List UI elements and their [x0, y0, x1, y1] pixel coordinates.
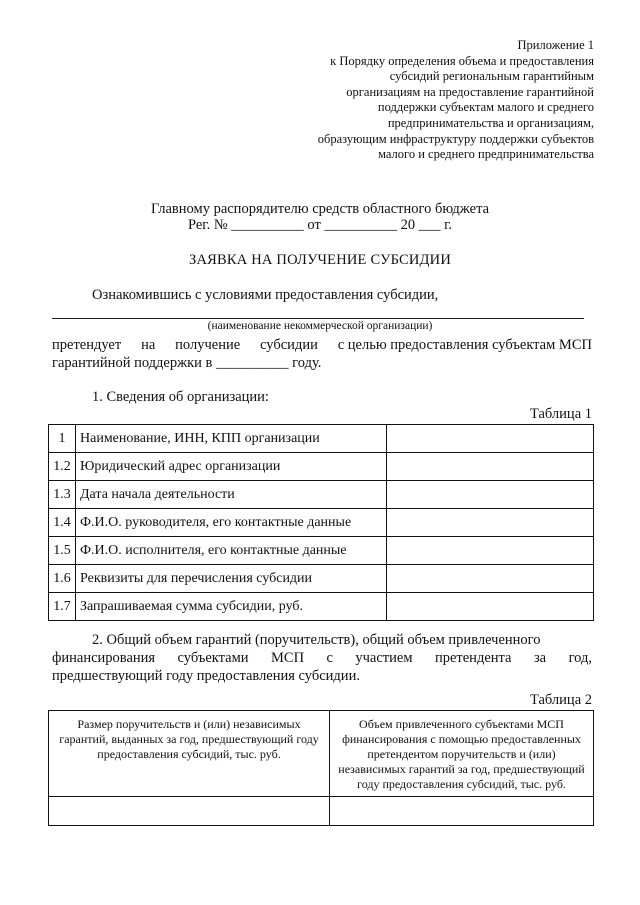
- claim-word: на: [141, 337, 156, 353]
- column-header-guarantees: Размер поручительств и (или) независимых гарантий, выданных за год, предшествующий году предоставления субсидий, тыс. руб.: [49, 711, 330, 797]
- claim-paragraph: [52, 336, 592, 372]
- row-number: 1: [49, 425, 76, 453]
- section2-line-3: предшествующий году предоставления субсидии.: [52, 668, 360, 684]
- section2-word: субъектами: [177, 650, 249, 666]
- section2-paragraph: [52, 631, 592, 685]
- appendix-line: Приложение 1: [517, 38, 594, 52]
- registration-line: Рег. № __________ от __________ 20 ___ г.: [187, 217, 453, 233]
- row-number: 1.2: [49, 453, 76, 481]
- appendix-line: к Порядку определения объема и предоставления: [330, 53, 594, 68]
- section2-line-2: [52, 649, 592, 667]
- row-label: Ф.И.О. исполнителя, его контактные данные: [76, 537, 387, 565]
- row-label: Запрашиваемая сумма субсидии, руб.: [76, 593, 387, 621]
- row-number: 1.6: [49, 565, 76, 593]
- table-row: [49, 453, 594, 481]
- table-row: [49, 797, 594, 826]
- appendix-line: организациям на предоставление гарантийной: [346, 84, 594, 99]
- row-number: 1.7: [49, 593, 76, 621]
- claim-word: претендует: [52, 337, 122, 353]
- appendix-line: поддержки субъектам малого и среднего: [377, 100, 594, 115]
- row-label: Ф.И.О. руководителя, его контактные данные: [76, 509, 387, 537]
- section1-heading: 1. Сведения об организации:: [92, 389, 269, 405]
- section2-word: претендента: [434, 650, 512, 666]
- financing-value-cell[interactable]: [330, 797, 594, 826]
- table-row: [49, 537, 594, 565]
- appendix-line: предпринимательства и организациям,: [387, 115, 594, 130]
- table-row: [49, 425, 594, 453]
- row-value-cell[interactable]: [387, 537, 594, 565]
- section2-word: с: [326, 650, 333, 666]
- row-label: Дата начала деятельности: [76, 481, 387, 509]
- section2-word: финансирования: [52, 650, 156, 666]
- row-label: Реквизиты для перечисления субсидии: [76, 565, 387, 593]
- organization-info-table: [48, 424, 594, 621]
- appendix-line: малого и среднего предпринимательства: [378, 147, 594, 162]
- section2-word: за: [533, 650, 547, 666]
- row-value-cell[interactable]: [387, 565, 594, 593]
- organization-name-line: [52, 318, 584, 319]
- intro-text: Ознакомившись с условиями предоставления субсидии,: [92, 287, 439, 303]
- column-header-financing: Объем привлеченного субъектами МСП финансирования с помощью предоставленных претендентом поручительств и (или) независимых гарантий за год, предшествующий году предоставления субсидий, тыс. руб.: [330, 711, 594, 797]
- table2-caption: Таблица 2: [529, 692, 592, 708]
- document-title: ЗАЯВКА НА ПОЛУЧЕНИЕ СУБСИДИИ: [189, 252, 451, 268]
- claim-word: субсидии: [260, 337, 318, 353]
- claim-line-2: гарантийной поддержки в __________ году.: [52, 355, 322, 371]
- section2-word: год,: [568, 650, 592, 666]
- addressee: Главному распорядителю средств областного бюджета: [150, 201, 490, 217]
- section2-word: МСП: [271, 650, 305, 666]
- table-header-row: [49, 711, 594, 797]
- row-value-cell[interactable]: [387, 593, 594, 621]
- section2-line-1: 2. Общий объем гарантий (поручительств), общий объем привлеченного: [92, 632, 541, 648]
- row-label: Юридический адрес организации: [76, 453, 387, 481]
- appendix-line: субсидий региональным гарантийным: [389, 69, 594, 84]
- table-row: [49, 481, 594, 509]
- row-number: 1.5: [49, 537, 76, 565]
- claim-word: получение: [175, 337, 241, 353]
- section2-word: участием: [355, 650, 413, 666]
- row-number: 1.4: [49, 509, 76, 537]
- appendix-header: [294, 38, 594, 163]
- claim-word: с целью предоставления субъектам МСП: [337, 337, 592, 353]
- table1-caption: Таблица 1: [529, 406, 592, 422]
- row-label: Наименование, ИНН, КПП организации: [76, 425, 387, 453]
- table-row: [49, 509, 594, 537]
- guarantees-table: [48, 710, 594, 826]
- row-number: 1.3: [49, 481, 76, 509]
- row-value-cell[interactable]: [387, 509, 594, 537]
- appendix-line: образующим инфраструктуру поддержки субъектов: [317, 131, 594, 146]
- row-value-cell[interactable]: [387, 453, 594, 481]
- row-value-cell[interactable]: [387, 425, 594, 453]
- table-row: [49, 565, 594, 593]
- guarantees-value-cell[interactable]: [49, 797, 330, 826]
- row-value-cell[interactable]: [387, 481, 594, 509]
- table-row: [49, 593, 594, 621]
- organization-caption: (наименование некоммерческой организации): [207, 320, 433, 332]
- claim-line-1: [52, 336, 592, 354]
